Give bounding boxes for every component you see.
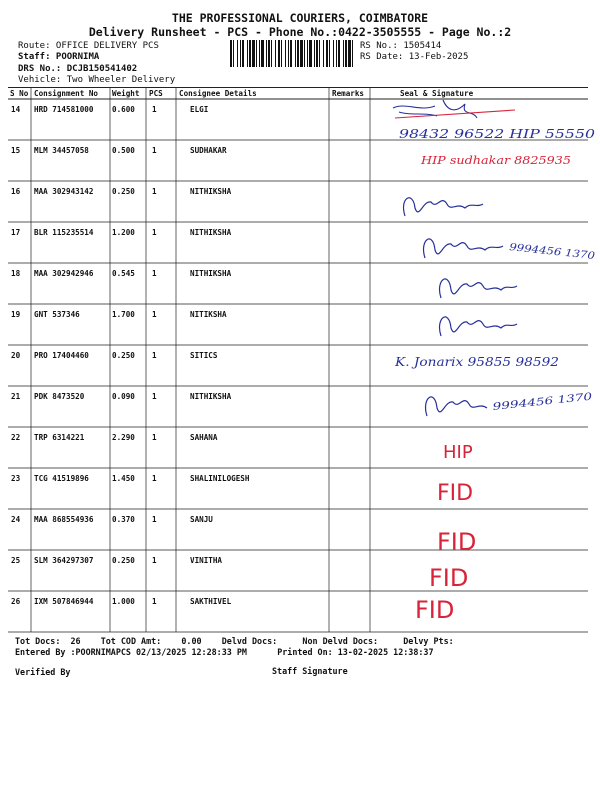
barcode-bar (307, 40, 308, 67)
signature-row-16 (404, 198, 483, 216)
cell-consignment: MAA 868554936 (34, 515, 94, 524)
barcode-bar (285, 40, 286, 67)
cell-pcs: 1 (152, 597, 157, 606)
cell-pcs: 1 (152, 433, 157, 442)
cell-sno: 25 (11, 556, 21, 565)
barcode-bar (259, 40, 260, 67)
barcode-bar (329, 40, 330, 67)
handwriting-r23: FID (437, 481, 474, 506)
barcode-bar (261, 40, 264, 67)
barcode-bar (333, 40, 334, 67)
cell-consignee: SAHANA (190, 433, 218, 442)
barcode-bar (247, 40, 248, 67)
barcode-bar (252, 40, 255, 67)
cell-consignment: SLM 364297307 (34, 556, 94, 565)
cell-sno: 18 (11, 269, 21, 278)
barcode-bar (323, 40, 324, 67)
cell-consignment: BLR 115235514 (34, 228, 94, 237)
cell-sno: 19 (11, 310, 21, 319)
barcode-bar (316, 40, 318, 67)
vehicle-label: Vehicle: Two Wheeler Delivery (18, 75, 176, 85)
header-col-weight: Weight (112, 89, 140, 98)
cell-pcs: 1 (152, 351, 157, 360)
route-label: Route: OFFICE DELIVERY PCS (18, 41, 159, 51)
barcode-bar (300, 40, 303, 67)
cell-consignment: IXM 507846944 (34, 597, 94, 606)
barcode-bar (343, 40, 344, 67)
company-title: THE PROFESSIONAL COURIERS, COIMBATORE (171, 11, 429, 25)
barcode-bar (237, 40, 238, 67)
header-col-remarks: Remarks (332, 89, 365, 98)
barcode-bar (271, 40, 272, 67)
barcode-bar (326, 40, 328, 67)
signature-row-18 (440, 279, 517, 298)
barcode-bar (242, 40, 244, 67)
barcode-bar (288, 40, 289, 67)
handwriting-r22: HIP (443, 442, 473, 463)
header-col-seal: Seal & Signature (400, 89, 474, 98)
header-col-consignee: Consignee Details (179, 89, 257, 98)
cell-consignee: NITHIKSHA (190, 269, 232, 278)
handwriting-r15: HIP sudhakar 8825935 (419, 154, 572, 167)
cell-consignment: PDK 8473520 (34, 392, 85, 401)
barcode-bar (278, 40, 280, 67)
barcode-bar (256, 40, 257, 67)
cell-weight: 0.500 (112, 146, 135, 155)
rs-date-label: RS Date: 13-Feb-2025 (360, 52, 469, 62)
barcode-bar (309, 40, 312, 67)
cell-consignee: SUDHAKAR (190, 146, 227, 155)
cell-pcs: 1 (152, 146, 157, 155)
handwriting-r24: FID (437, 528, 477, 556)
barcode-bar (281, 40, 282, 67)
barcode-bar (275, 40, 276, 67)
cell-sno: 15 (11, 146, 21, 155)
cell-pcs: 1 (152, 187, 157, 196)
barcode-bar (295, 40, 296, 67)
cell-consignment: TCG 41519896 (34, 474, 89, 483)
cell-consignee: NITHIKSHA (190, 228, 232, 237)
barcode-bar (268, 40, 270, 67)
cell-consignee: SITICS (190, 351, 218, 360)
barcode-bar (336, 40, 337, 67)
cell-sno: 20 (11, 351, 21, 360)
cell-weight: 0.545 (112, 269, 135, 278)
signature-row-19 (440, 317, 517, 336)
barcode-bar (290, 40, 292, 67)
header-col-sno: S No (10, 89, 29, 98)
cell-pcs: 1 (152, 228, 157, 237)
cell-consignment: HRD 714581000 (34, 105, 94, 114)
cell-sno: 26 (11, 597, 21, 606)
cell-sno: 24 (11, 515, 21, 524)
entered-line: Entered By :POORNIMAPCS 02/13/2025 12:28:33 PM Printed On: 13-02-2025 12:38:37 (15, 647, 434, 657)
barcode-bar (348, 40, 351, 67)
cell-pcs: 1 (152, 515, 157, 524)
signature-row-17 (424, 239, 503, 258)
cell-consignment: TRP 6314221 (34, 433, 85, 442)
cell-consignee: SAKTHIVEL (190, 597, 232, 606)
barcode-bar (304, 40, 305, 67)
cell-weight: 1.700 (112, 310, 135, 319)
barcode-bar (233, 40, 234, 67)
cell-pcs: 1 (152, 269, 157, 278)
cell-sno: 16 (11, 187, 21, 196)
handwriting-r21: 9994456 1370 (492, 394, 567, 413)
cell-consignment: PRO 17404460 (34, 351, 89, 360)
cell-consignee: SANJU (190, 515, 213, 524)
handwriting-r17: 9994456 1370 (508, 242, 583, 261)
cell-consignee: SHALINILOGESH (190, 474, 250, 483)
cell-weight: 1.200 (112, 228, 135, 237)
cell-consignee: VINITHA (190, 556, 223, 565)
totals-line: Tot Docs: 26 Tot COD Amt: 0.00 Delvd Docs: Non Delvd Docs: Delvy Pts: (15, 636, 454, 646)
cell-consignment: MLM 34457058 (34, 146, 89, 155)
cell-sno: 17 (11, 228, 21, 237)
cell-consignee: NITIKSHA (190, 310, 227, 319)
cell-pcs: 1 (152, 310, 157, 319)
barcode-bar (249, 40, 251, 67)
cell-pcs: 1 (152, 474, 157, 483)
handwriting-r20: K. Jonarix 95855 98592 (393, 355, 559, 369)
handwriting-r25: FID (429, 564, 469, 592)
cell-sno: 21 (11, 392, 21, 401)
verified-by-label: Verified By (15, 667, 71, 677)
barcode-bar (230, 40, 232, 67)
cell-pcs: 1 (152, 105, 157, 114)
header-col-consignment: Consignment No (34, 89, 99, 98)
barcode-bar (319, 40, 320, 67)
cell-consignment: MAA 302943142 (34, 187, 94, 196)
rs-no-label: RS No.: 1505414 (360, 41, 442, 51)
staff-label: Staff: POORNIMA (18, 52, 100, 62)
signatures-layer (385, 90, 600, 630)
signature-row-21 (426, 397, 487, 416)
barcode-bar (338, 40, 340, 67)
runsheet-title: Delivery Runsheet - PCS - Phone No.:0422-3505555 - Page No.:2 (88, 25, 512, 39)
cell-weight: 1.000 (112, 597, 135, 606)
cell-consignee: NITHIKSHA (190, 392, 232, 401)
barcode-bar (266, 40, 267, 67)
barcode-bar (345, 40, 347, 67)
signature-row-14 (393, 100, 515, 118)
cell-sno: 22 (11, 433, 21, 442)
staff-signature-label: Staff Signature (272, 666, 348, 676)
cell-weight: 0.250 (112, 556, 135, 565)
cell-consignment: GNT 537346 (34, 310, 80, 319)
cell-weight: 0.600 (112, 105, 135, 114)
cell-weight: 0.090 (112, 392, 135, 401)
handwriting-r14: 98432 96522 HIP 55550 (399, 127, 596, 141)
cell-weight: 2.290 (112, 433, 135, 442)
cell-consignee: NITHIKSHA (190, 187, 232, 196)
barcode-image (230, 40, 356, 67)
barcode-bar (297, 40, 299, 67)
cell-weight: 0.250 (112, 187, 135, 196)
cell-pcs: 1 (152, 392, 157, 401)
cell-sno: 23 (11, 474, 21, 483)
barcode-bar (314, 40, 315, 67)
drs-label: DRS No.: DCJB150541402 (18, 64, 138, 74)
cell-weight: 0.370 (112, 515, 135, 524)
handwriting-r26: FID (415, 596, 455, 624)
cell-weight: 1.450 (112, 474, 135, 483)
cell-sno: 14 (11, 105, 21, 114)
cell-consignment: MAA 302942946 (34, 269, 94, 278)
cell-consignee: ELGI (190, 105, 209, 114)
cell-weight: 0.250 (112, 351, 135, 360)
header-col-pcs: PCS (149, 89, 163, 98)
barcode-bar (240, 40, 241, 67)
barcode-bar (352, 40, 353, 67)
cell-pcs: 1 (152, 556, 157, 565)
